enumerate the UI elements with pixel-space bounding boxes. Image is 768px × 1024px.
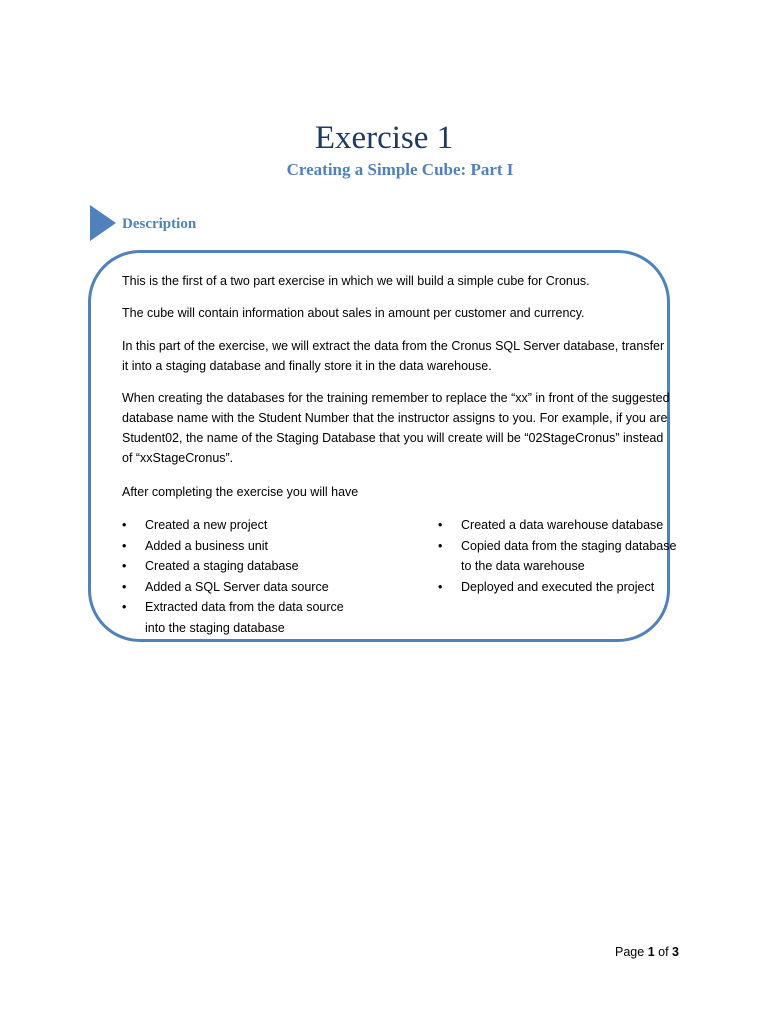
list-item [438,536,678,577]
section-heading: Description [122,216,197,232]
bullet-icon: • [122,538,127,553]
list-item [122,536,362,557]
list-item [122,597,362,638]
page-label: Page [615,945,645,959]
list-item [122,556,362,577]
current-page-number: 1 [647,945,655,959]
list-item-text: Added a business unit [145,538,269,553]
bullet-icon: • [122,559,127,573]
bullet-list-right [438,515,678,597]
list-item [122,515,362,536]
paragraph-cube-contents: The cube will contain information about sales in amount per customer and currency. [122,306,585,320]
page-subtitle: Creating a Simple Cube: Part I [286,160,514,179]
triangle-right-icon [90,205,116,241]
list-item-text: Added a SQL Server data source [145,579,329,594]
bullet-icon: • [122,600,127,614]
list-item [438,515,678,536]
page-title: Exercise 1 [314,120,454,156]
paragraph-intro: This is the first of a two part exercise in which we will build a simple cube for Cronus. [122,274,590,288]
list-item [122,577,362,598]
bullet-list-left [122,515,362,638]
list-item-text: Extracted data from the data source into the staging database [145,600,344,635]
page-footer [615,942,679,962]
list-item-text: Copied data from the staging database to the data warehouse [461,538,677,573]
bullet-icon: • [122,518,127,532]
list-item-text: Created a staging database [145,559,299,573]
list-item-text: Created a new project [145,518,268,532]
list-item [438,577,678,598]
list-item-text: Deployed and executed the project [461,579,655,594]
bullet-icon: • [438,538,443,553]
bullet-icon: • [438,579,443,594]
list-item-text: Created a data warehouse database [461,518,664,532]
bullet-icon: • [122,579,127,594]
of-label: of [658,945,669,959]
total-pages-number: 3 [672,945,679,959]
paragraph-database-naming: When creating the databases for the training remember to replace the “xx” in front of the suggested database name with the Student Number that the instructor assigns to you. For example, if you are Student02, the name of the Staging Database that you will create will be “02StageCronus” instead of “xxStageCronus”. [122,391,670,465]
paragraph-extract: In this part of the exercise, we will extract the data from the Cronus SQL Server database, transfer it into a staging database and finally store it in the data warehouse. [122,339,665,373]
bullet-icon: • [438,518,443,532]
paragraph-list-intro: After completing the exercise you will have [122,485,359,499]
